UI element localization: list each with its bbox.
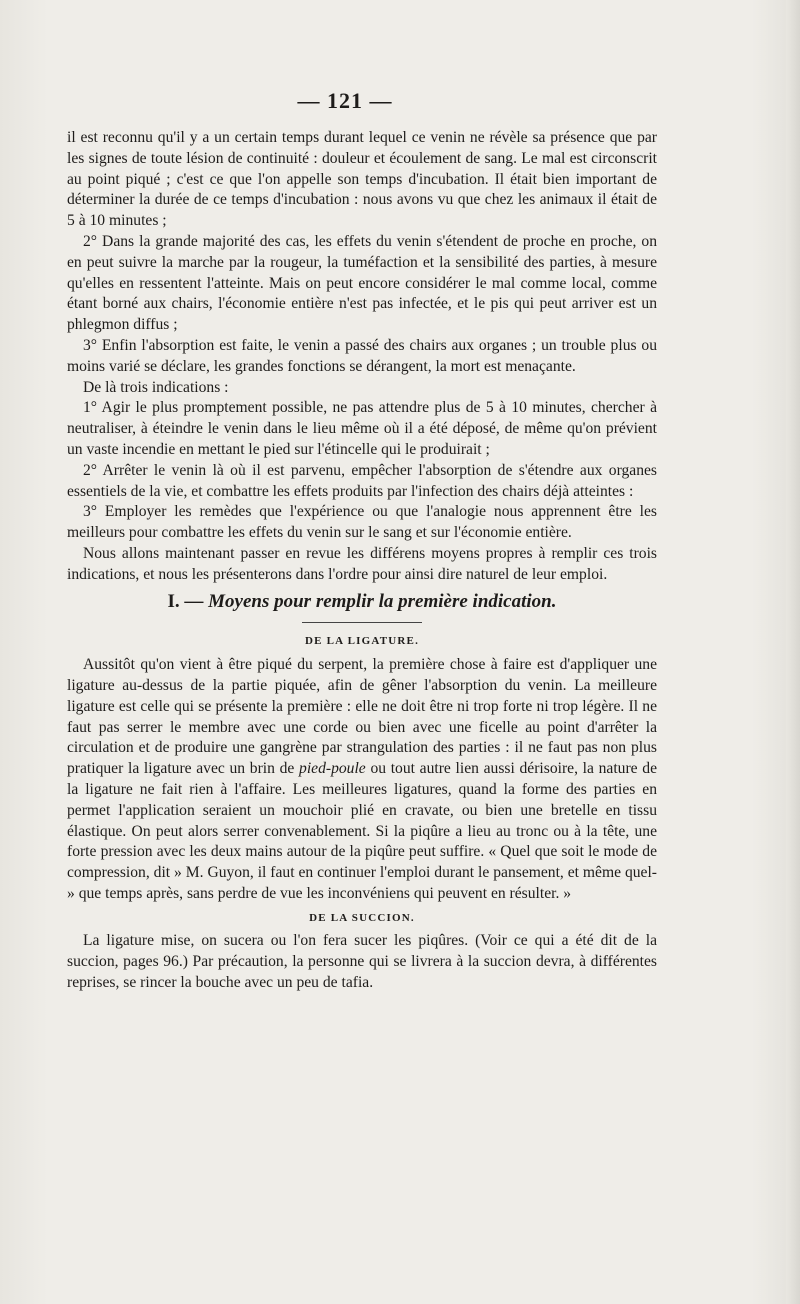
paragraph-4: De là trois indications : xyxy=(83,378,229,396)
section-title-prefix: I. — xyxy=(167,590,204,612)
section-title-italic: Moyens pour remplir la première indication. xyxy=(208,590,557,612)
paragraph-ligature xyxy=(67,655,657,905)
ligature-text-b: ou tout autre lien aussi dérisoire, la nature de la ligature ne fait rien à l'affaire. Les meilleures ligatures, quand la forme des parties en permet l'application seraient un mouchoir plié en cravate, ou bien une bretelle en tissu élastique. On peut alors serrer convenablement. Si la piqûre a lieu au tronc ou à la tête, une forte pression avec les deux mains autour de la piqûre peut suffire. « Quel que soit le mode de compression, dit » M. Guyon, il faut en continuer l'emploi durant le pansement, et même quel- » que temps après, sans perdre de vue les inconvéniens qui peuvent en résulter. » xyxy=(67,760,657,902)
paragraph-succion: La ligature mise, on sucera ou l'on fera sucer les piqûres. (Voir ce qui a été dit de la succion, pages 96.) Par précaution, la personne qui se livrera à la succion devra, à différentes reprises, se rincer la bouche avec un peu de tafia. xyxy=(67,932,657,992)
ligature-italic-term: pied-poule xyxy=(299,760,366,778)
paragraph-7: 3° Employer les remèdes que l'expérience ou que l'analogie nous apprennent être les meilleurs pour combattre les effets du venin sur le sang et sur l'économie entière. xyxy=(67,503,657,542)
page-number: — 121 — xyxy=(297,88,393,113)
ligature-text-a: Aussitôt qu'on vient à être piqué du serpent, la première chose à faire est d'appliquer une ligature au-dessus de la partie piquée, afin de gêner l'absorption du venin. La meilleure ligature est celle qui se présente la première : elle ne doit être ni trop forte ni trop légère. Il ne faut pas serrer le membre avec une corde ou bien avec une ficelle au point d'arrêter la circulation et de produire une gangrène par strangulation des parties : il ne faut pas non plus pratiquer la ligature avec un brin de xyxy=(67,656,657,778)
section-title xyxy=(67,592,657,613)
paragraph-3: 3° Enfin l'absorption est faite, le venin a passé des chairs aux organes ; un trouble plus ou moins varié se déclare, les grandes fonctions se dérangent, la mort est menaçante. xyxy=(67,336,657,375)
subhead-succion: DE LA SUCCION. xyxy=(309,911,415,924)
page-edge xyxy=(786,0,800,1304)
paragraph-6: 2° Arrêter le venin là où il est parvenu, empêcher l'absorption de s'étendre aux organes essentiels de la vie, et combattre les effets produits par l'infection des chairs déjà atteintes : xyxy=(67,461,657,500)
body-text xyxy=(67,128,657,994)
subhead-ligature: DE LA LIGATURE. xyxy=(304,635,420,648)
paragraph-1: il est reconnu qu'il y a un certain temps durant lequel ce venin ne révèle sa présence que par les signes de toute lésion de continuité : douleur et écoulement de sang. Le mal est circonscrit au point piqué ; c'est ce que l'on appelle son temps d'incubation. Il était bien important de déterminer la durée de ce temps d'incubation : nous avons vu que chez les animaux il était de 5 à 10 minutes ; xyxy=(67,129,657,230)
paragraph-2: 2° Dans la grande majorité des cas, les effets du venin s'étendent de proche en proche, on en peut suivre la marche par la rougeur, la tuméfaction et la sensibilité des parties, à mesure qu'elles en ressentent l'atteinte. Mais on peut encore considérer le mal comme local, comme étant borné aux chairs, l'économie entière n'est pas infectée, et le pis qui peut arriver est un phlegmon diffus ; xyxy=(67,232,657,334)
paragraph-8: Nous allons maintenant passer en revue les différens moyens propres à remplir ces trois indications, et nous les présenterons dans l'ordre pour ainsi dire naturel de leur emploi. xyxy=(67,544,657,583)
section-rule xyxy=(302,622,422,623)
paragraph-5: 1° Agir le plus promptement possible, ne pas attendre plus de 5 à 10 minutes, chercher à neutraliser, à éteindre le venin dans le lieu même où il a été déposé, de même qu'on prévient un vaste incendie en mettant le pied sur l'étincelle qui le produirait ; xyxy=(67,399,657,458)
